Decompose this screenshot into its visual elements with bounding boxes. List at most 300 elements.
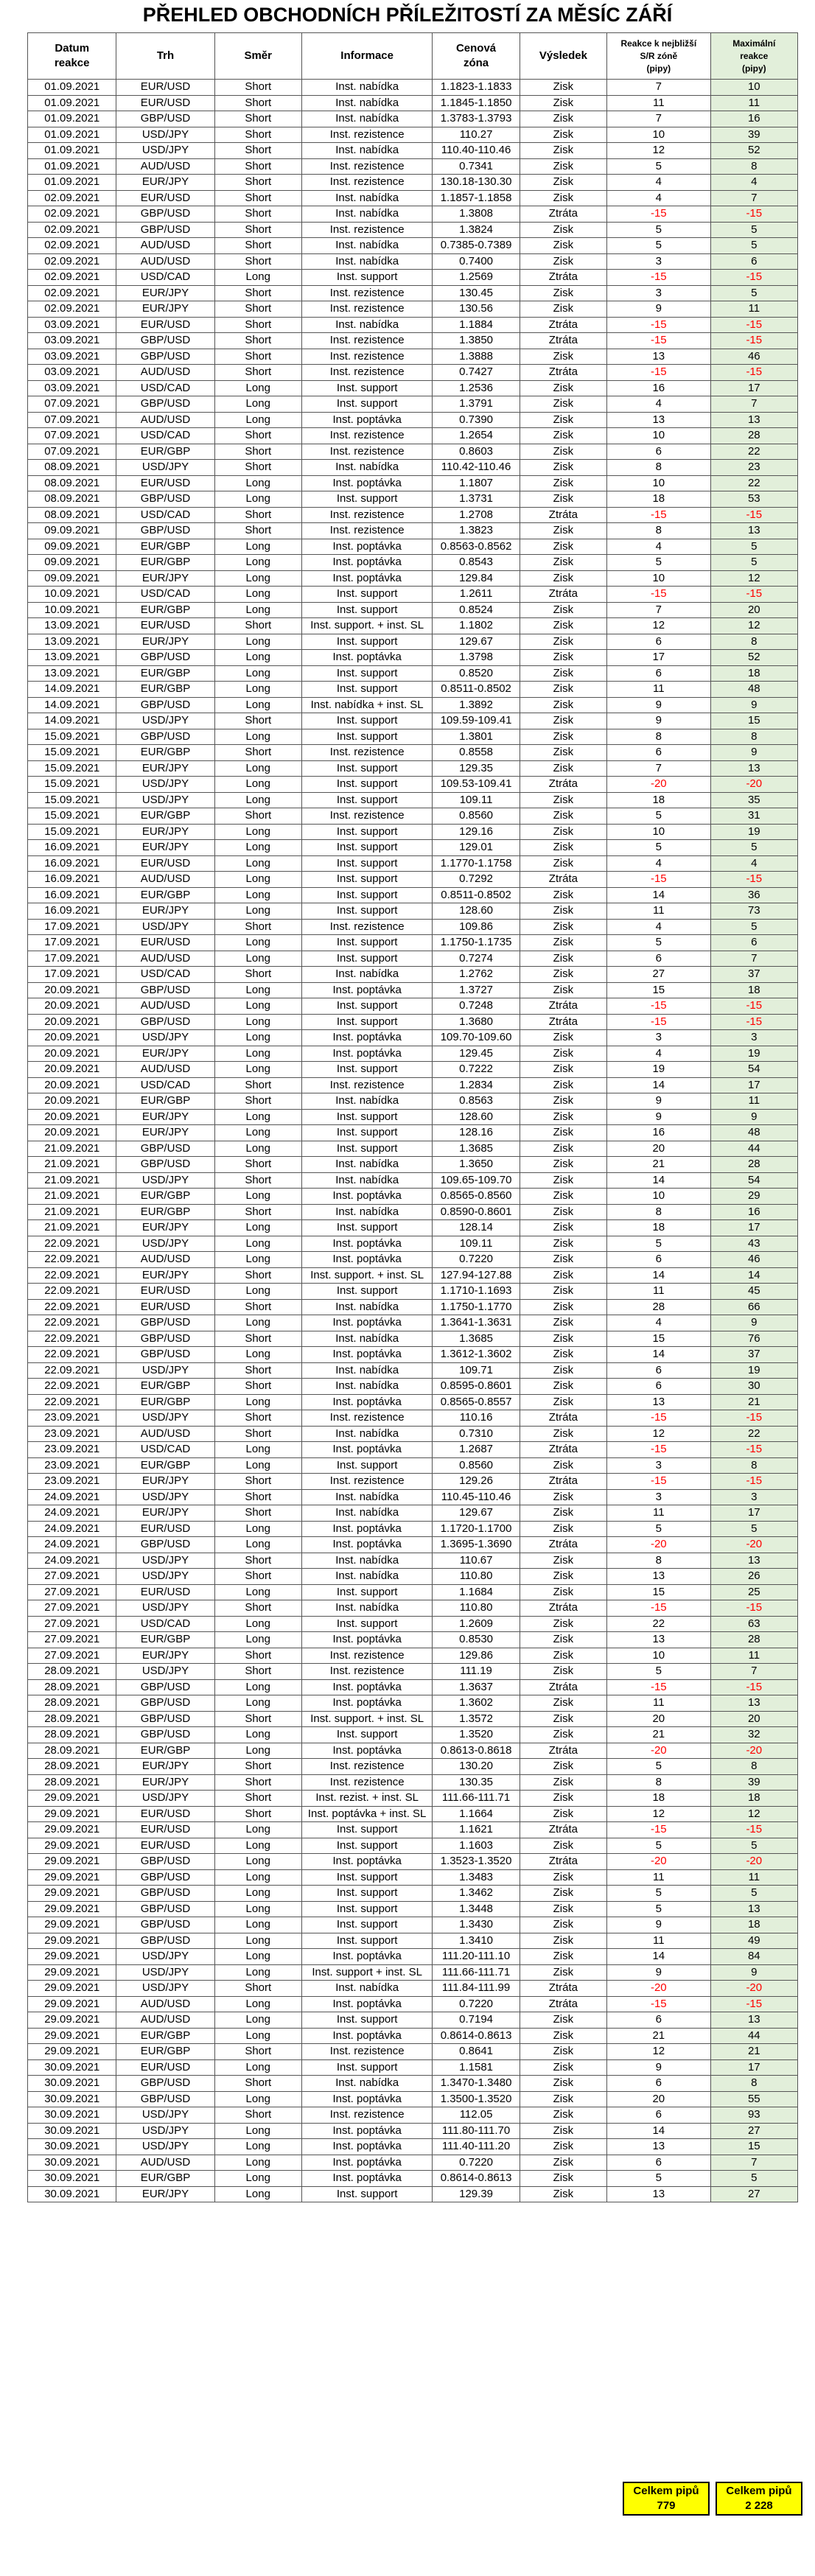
cell-direction: Long [214,887,301,903]
cell-max-reaction: 8 [710,634,797,650]
cell-zone: 1.3783-1.3793 [433,111,520,127]
cell-reaction: -15 [607,1996,711,2012]
cell-direction: Short [214,365,301,381]
cell-direction: Short [214,1806,301,1822]
table-row [28,1616,798,1632]
cell-reaction: 15 [607,982,711,998]
cell-direction: Short [214,349,301,365]
cell-zone: 110.67 [433,1553,520,1569]
cell-date: 29.09.2021 [28,2028,116,2044]
cell-date: 20.09.2021 [28,1125,116,1141]
header-max-reaction: Maximální reakce (pipy) [710,33,797,80]
cell-direction: Long [214,1125,301,1141]
cell-direction: Short [214,1267,301,1284]
cell-reaction: 8 [607,1774,711,1791]
header-reaction: Reakce k nejbližší S/R zóně (pipy) [607,33,711,80]
table-row [28,2186,798,2202]
cell-info: Inst. rezistence [301,1774,433,1791]
cell-max-reaction: 43 [710,1236,797,1252]
cell-date: 03.09.2021 [28,380,116,396]
cell-info: Inst. support [301,1838,433,1854]
table-row [28,840,798,856]
cell-date: 30.09.2021 [28,2186,116,2202]
cell-zone: 129.86 [433,1648,520,1664]
cell-result: Zisk [520,665,606,682]
cell-zone: 1.3892 [433,697,520,713]
cell-info: Inst. support [301,602,433,618]
cell-reaction: -15 [607,1600,711,1617]
cell-date: 03.09.2021 [28,333,116,349]
cell-result: Zisk [520,1917,606,1933]
cell-date: 20.09.2021 [28,982,116,998]
table-row [28,1505,798,1522]
cell-zone: 0.8511-0.8502 [433,887,520,903]
table-row [28,1252,798,1268]
cell-direction: Short [214,206,301,223]
cell-direction: Short [214,1093,301,1110]
cell-max-reaction: 46 [710,1252,797,1268]
cell-zone: 0.8560 [433,808,520,825]
cell-date: 23.09.2021 [28,1410,116,1427]
cell-max-reaction: 54 [710,1062,797,1078]
cell-max-reaction: -20 [710,777,797,793]
cell-max-reaction: 46 [710,349,797,365]
cell-info: Inst. support [301,1869,433,1886]
table-row [28,349,798,365]
table-row [28,555,798,571]
cell-max-reaction: 17 [710,1505,797,1522]
cell-date: 30.09.2021 [28,2059,116,2076]
cell-direction: Long [214,665,301,682]
cell-direction: Long [214,2123,301,2139]
cell-direction: Long [214,935,301,951]
cell-zone: 110.27 [433,127,520,143]
table-row [28,745,798,761]
table-row [28,80,798,96]
cell-info: Inst. nabídka [301,253,433,270]
cell-max-reaction: 7 [710,951,797,967]
cell-date: 07.09.2021 [28,428,116,444]
cell-reaction: 3 [607,1457,711,1474]
cell-pair: EUR/USD [116,1806,214,1822]
cell-pair: USD/JPY [116,2123,214,2139]
cell-info: Inst. support [301,1584,433,1600]
cell-max-reaction: 3 [710,1030,797,1046]
cell-reaction: 14 [607,1949,711,1965]
cell-max-reaction: 5 [710,919,797,935]
cell-result: Zisk [520,1299,606,1315]
cell-max-reaction: 5 [710,840,797,856]
cell-reaction: 8 [607,523,711,539]
cell-zone: 1.3798 [433,650,520,666]
cell-result: Ztráta [520,317,606,333]
cell-info: Inst. support [301,824,433,840]
cell-date: 20.09.2021 [28,1077,116,1093]
cell-zone: 1.1802 [433,618,520,634]
cell-info: Inst. rezistence [301,175,433,191]
cell-direction: Long [214,1695,301,1712]
cell-result: Ztráta [520,1442,606,1458]
cell-date: 28.09.2021 [28,1664,116,1680]
cell-zone: 0.8524 [433,602,520,618]
cell-direction: Short [214,1664,301,1680]
cell-zone: 1.3520 [433,1727,520,1743]
cell-date: 02.09.2021 [28,253,116,270]
cell-info: Inst. support [301,1933,433,1949]
cell-pair: AUD/USD [116,1426,214,1442]
cell-zone: 129.45 [433,1046,520,1062]
cell-max-reaction: 7 [710,2155,797,2171]
cell-date: 28.09.2021 [28,1679,116,1695]
cell-direction: Long [214,2012,301,2029]
cell-pair: GBP/USD [116,1727,214,1743]
table-row [28,2028,798,2044]
cell-date: 01.09.2021 [28,158,116,175]
cell-info: Inst. support [301,792,433,808]
cell-zone: 1.3637 [433,1679,520,1695]
cell-direction: Long [214,1046,301,1062]
cell-direction: Short [214,618,301,634]
cell-date: 29.09.2021 [28,1981,116,1997]
cell-max-reaction: 39 [710,127,797,143]
table-row [28,1917,798,1933]
cell-date: 30.09.2021 [28,2107,116,2124]
cell-date: 10.09.2021 [28,602,116,618]
cell-direction: Long [214,982,301,998]
cell-result: Zisk [520,729,606,745]
opportunities-table [27,32,798,2202]
cell-result: Zisk [520,1711,606,1727]
cell-pair: GBP/USD [116,1933,214,1949]
cell-info: Inst. nabídka [301,1362,433,1379]
cell-date: 30.09.2021 [28,2076,116,2092]
cell-direction: Short [214,1331,301,1347]
cell-result: Zisk [520,2155,606,2171]
cell-zone: 109.11 [433,792,520,808]
cell-date: 14.09.2021 [28,697,116,713]
cell-date: 20.09.2021 [28,998,116,1015]
cell-max-reaction: 44 [710,1141,797,1157]
cell-info: Inst. rezistence [301,127,433,143]
cell-zone: 0.8565-0.8560 [433,1189,520,1205]
cell-zone: 1.2762 [433,967,520,983]
cell-zone: 130.20 [433,1759,520,1775]
cell-pair: EUR/GBP [116,602,214,618]
table-row [28,665,798,682]
cell-pair: GBP/USD [116,1347,214,1363]
cell-zone: 1.1750-1.1735 [433,935,520,951]
cell-reaction: 11 [607,95,711,111]
cell-result: Zisk [520,1584,606,1600]
cell-result: Ztráta [520,1996,606,2012]
cell-result: Zisk [520,650,606,666]
cell-result: Zisk [520,1315,606,1331]
table-row [28,253,798,270]
cell-zone: 109.59-109.41 [433,713,520,729]
cell-max-reaction: 63 [710,1616,797,1632]
cell-direction: Long [214,1220,301,1236]
cell-date: 01.09.2021 [28,175,116,191]
cell-reaction: 14 [607,2123,711,2139]
cell-direction: Long [214,1521,301,1537]
table-row [28,1141,798,1157]
cell-pair: GBP/USD [116,1917,214,1933]
cell-zone: 1.2708 [433,507,520,523]
cell-reaction: 15 [607,1331,711,1347]
header-zone: Cenová zóna [433,33,520,80]
cell-pair: EUR/GBP [116,2171,214,2187]
cell-pair: EUR/JPY [116,570,214,587]
cell-info: Inst. nabídka [301,1172,433,1189]
cell-info: Inst. poptávka [301,555,433,571]
cell-pair: GBP/USD [116,333,214,349]
cell-zone: 1.3823 [433,523,520,539]
cell-zone: 110.16 [433,1410,520,1427]
cell-pair: EUR/GBP [116,1093,214,1110]
cell-max-reaction: 28 [710,1632,797,1648]
cell-reaction: 12 [607,1426,711,1442]
table-row [28,760,798,777]
cell-info: Inst. nabídka [301,143,433,159]
cell-max-reaction: 25 [710,1584,797,1600]
cell-max-reaction: 18 [710,665,797,682]
cell-zone: 110.45-110.46 [433,1489,520,1505]
cell-zone: 1.3612-1.3602 [433,1347,520,1363]
cell-direction: Short [214,2107,301,2124]
cell-result: Zisk [520,190,606,206]
cell-direction: Short [214,808,301,825]
cell-zone: 0.8560 [433,1457,520,1474]
cell-direction: Long [214,2171,301,2187]
cell-pair: AUD/USD [116,238,214,254]
cell-info: Inst. rezistence [301,919,433,935]
cell-pair: GBP/USD [116,206,214,223]
cell-pair: USD/CAD [116,380,214,396]
cell-result: Zisk [520,95,606,111]
table-row [28,1077,798,1093]
cell-pair: USD/JPY [116,1410,214,1427]
cell-info: Inst. support [301,682,433,698]
cell-pair: GBP/USD [116,697,214,713]
cell-result: Zisk [520,618,606,634]
cell-max-reaction: 8 [710,158,797,175]
cell-info: Inst. nabídka [301,460,433,476]
table-row [28,127,798,143]
cell-zone: 129.39 [433,2186,520,2202]
cell-pair: AUD/USD [116,951,214,967]
cell-zone: 1.3500-1.3520 [433,2091,520,2107]
cell-date: 28.09.2021 [28,1774,116,1791]
cell-result: Zisk [520,238,606,254]
cell-pair: EUR/JPY [116,2186,214,2202]
table-row [28,1553,798,1569]
cell-pair: EUR/USD [116,1584,214,1600]
cell-date: 13.09.2021 [28,665,116,682]
cell-result: Ztráta [520,1474,606,1490]
cell-info: Inst. poptávka [301,2171,433,2187]
cell-zone: 1.3685 [433,1331,520,1347]
cell-result: Zisk [520,253,606,270]
cell-info: Inst. support [301,1141,433,1157]
cell-pair: EUR/JPY [116,824,214,840]
cell-result: Zisk [520,380,606,396]
cell-reaction: 8 [607,460,711,476]
cell-zone: 1.3680 [433,1014,520,1030]
cell-date: 27.09.2021 [28,1584,116,1600]
cell-date: 22.09.2021 [28,1379,116,1395]
cell-date: 30.09.2021 [28,2155,116,2171]
cell-pair: USD/JPY [116,792,214,808]
cell-info: Inst. support [301,1901,433,1917]
cell-zone: 111.20-111.10 [433,1949,520,1965]
cell-date: 03.09.2021 [28,317,116,333]
cell-max-reaction: -15 [710,1474,797,1490]
cell-date: 01.09.2021 [28,111,116,127]
cell-direction: Short [214,428,301,444]
cell-direction: Long [214,1949,301,1965]
cell-info: Inst. support [301,729,433,745]
cell-direction: Long [214,1854,301,1870]
cell-max-reaction: 9 [710,1964,797,1981]
cell-zone: 1.1750-1.1770 [433,1299,520,1315]
cell-direction: Long [214,777,301,793]
cell-result: Zisk [520,2059,606,2076]
cell-result: Zisk [520,1267,606,1284]
cell-zone: 1.1581 [433,2059,520,2076]
cell-info: Inst. poptávka [301,1236,433,1252]
cell-date: 03.09.2021 [28,365,116,381]
cell-date: 17.09.2021 [28,951,116,967]
cell-result: Zisk [520,2076,606,2092]
cell-max-reaction: 15 [710,713,797,729]
cell-max-reaction: 23 [710,460,797,476]
cell-pair: USD/CAD [116,428,214,444]
cell-direction: Long [214,903,301,920]
cell-result: Zisk [520,760,606,777]
table-row [28,523,798,539]
table-row [28,2155,798,2171]
cell-result: Zisk [520,222,606,238]
cell-result: Ztráta [520,1600,606,1617]
cell-max-reaction: 28 [710,1157,797,1173]
table-row [28,713,798,729]
cell-info: Inst. poptávka [301,2091,433,2107]
cell-direction: Short [214,317,301,333]
cell-max-reaction: 12 [710,618,797,634]
cell-info: Inst. support [301,1457,433,1474]
cell-max-reaction: 18 [710,1791,797,1807]
table-row [28,1679,798,1695]
cell-reaction: 4 [607,190,711,206]
cell-info: Inst. support [301,1062,433,1078]
cell-date: 30.09.2021 [28,2171,116,2187]
cell-date: 23.09.2021 [28,1426,116,1442]
cell-pair: GBP/USD [116,1901,214,1917]
cell-zone: 128.14 [433,1220,520,1236]
cell-date: 16.09.2021 [28,903,116,920]
cell-reaction: 9 [607,1917,711,1933]
cell-pair: GBP/USD [116,1869,214,1886]
totals-reaction-cell: Celkem pipů 779 [623,2482,709,2515]
cell-date: 22.09.2021 [28,1362,116,1379]
cell-pair: USD/CAD [116,967,214,983]
cell-date: 23.09.2021 [28,1474,116,1490]
cell-info: Inst. support [301,2012,433,2029]
table-row [28,1648,798,1664]
cell-info: Inst. rezistence [301,808,433,825]
cell-result: Zisk [520,175,606,191]
cell-max-reaction: 4 [710,175,797,191]
cell-max-reaction: 17 [710,1077,797,1093]
cell-date: 16.09.2021 [28,887,116,903]
cell-max-reaction: 52 [710,143,797,159]
cell-direction: Short [214,1077,301,1093]
cell-reaction: 6 [607,951,711,967]
cell-zone: 111.66-111.71 [433,1791,520,1807]
cell-max-reaction: -15 [710,872,797,888]
cell-result: Zisk [520,1569,606,1585]
cell-result: Ztráta [520,1743,606,1759]
cell-info: Inst. support [301,1220,433,1236]
cell-pair: GBP/USD [116,222,214,238]
cell-zone: 109.70-109.60 [433,1030,520,1046]
cell-max-reaction: 5 [710,555,797,571]
cell-zone: 0.7274 [433,951,520,967]
cell-info: Inst. nabídka + inst. SL [301,697,433,713]
cell-direction: Long [214,2028,301,2044]
cell-max-reaction: 39 [710,1774,797,1791]
cell-date: 29.09.2021 [28,1917,116,1933]
cell-direction: Short [214,1553,301,1569]
cell-direction: Long [214,1236,301,1252]
cell-info: Inst. nabídka [301,1331,433,1347]
cell-max-reaction: 10 [710,80,797,96]
cell-reaction: 5 [607,1236,711,1252]
cell-date: 29.09.2021 [28,1838,116,1854]
cell-info: Inst. rezistence [301,745,433,761]
cell-result: Zisk [520,808,606,825]
cell-reaction: 18 [607,1791,711,1807]
cell-info: Inst. poptávka [301,1679,433,1695]
cell-date: 22.09.2021 [28,1394,116,1410]
cell-pair: USD/JPY [116,1964,214,1981]
table-row [28,1474,798,1490]
cell-info: Inst. support [301,713,433,729]
cell-direction: Short [214,158,301,175]
cell-zone: 130.18-130.30 [433,175,520,191]
table-row [28,1093,798,1110]
cell-result: Zisk [520,491,606,508]
cell-date: 24.09.2021 [28,1489,116,1505]
cell-direction: Short [214,2076,301,2092]
cell-pair: EUR/GBP [116,1743,214,1759]
cell-zone: 1.3410 [433,1933,520,1949]
cell-max-reaction: 53 [710,491,797,508]
cell-zone: 129.01 [433,840,520,856]
cell-reaction: 11 [607,1695,711,1712]
table-row [28,777,798,793]
cell-pair: GBP/USD [116,523,214,539]
cell-info: Inst. rezistence [301,285,433,301]
cell-info: Inst. support [301,872,433,888]
cell-reaction: 6 [607,1252,711,1268]
table-row [28,1933,798,1949]
cell-info: Inst. nabídka [301,967,433,983]
cell-info: Inst. poptávka [301,2123,433,2139]
cell-info: Inst. rezistence [301,158,433,175]
cell-pair: USD/CAD [116,1616,214,1632]
cell-info: Inst. rezistence [301,333,433,349]
